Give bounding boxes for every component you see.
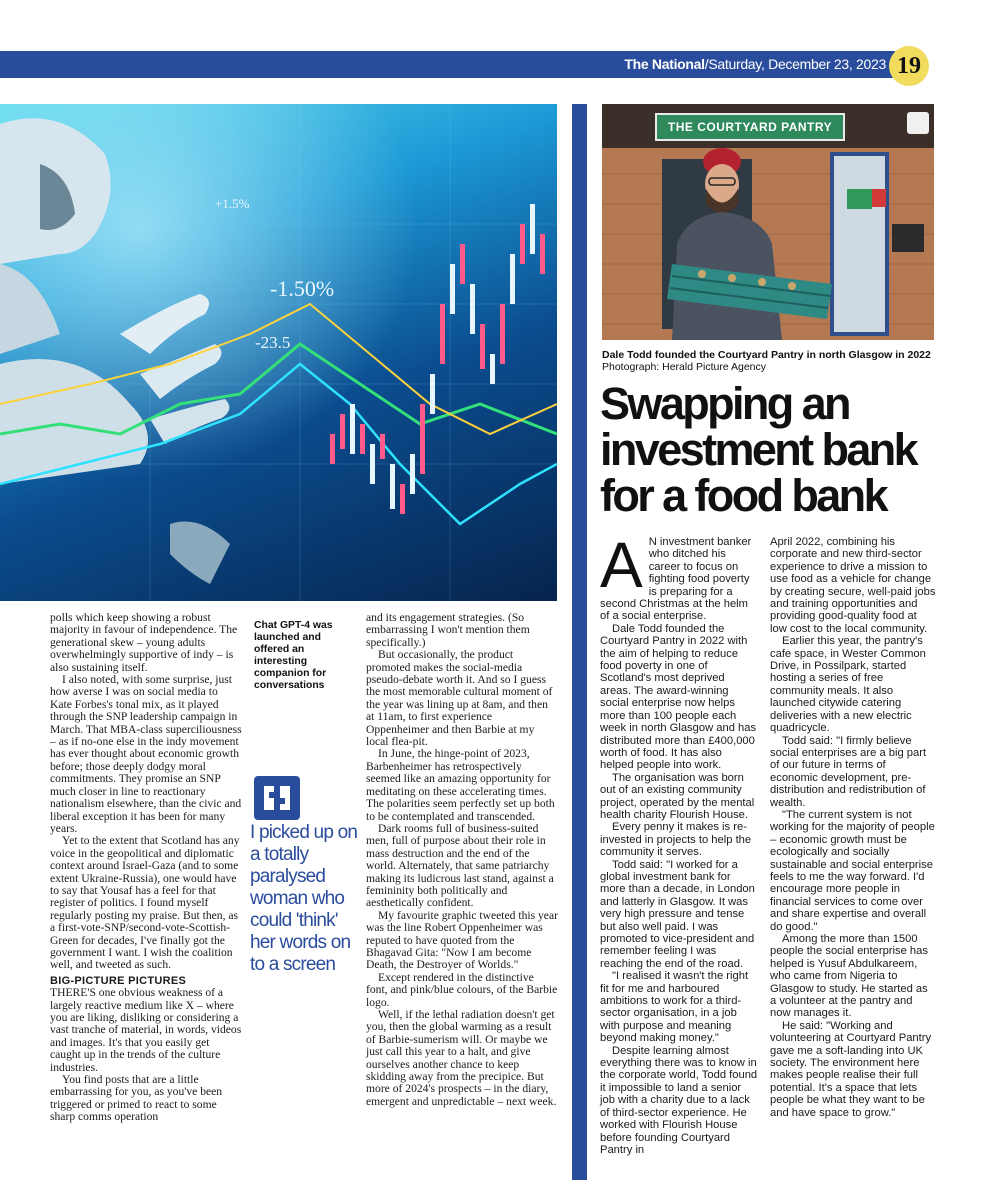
pull-quote: I picked up on a totally paralysed woman who could 'think' her words on to a screen (250, 822, 358, 975)
drop-cap: A (600, 529, 643, 601)
masthead-brand: The National (624, 56, 705, 72)
chart-label-3: -23.5 (255, 333, 291, 352)
paragraph: "I realised it wasn't the right fit for me and harboured ambitions to work for a third-sector organisation, in a job with purpose and meaning beyond making money." (600, 970, 749, 1045)
left-column-1 (50, 612, 242, 1124)
paragraph: You find posts that are a little embarrassing for you, as you've been triggered or primed to react to some sharp comms operation (50, 1073, 223, 1124)
paragraph: Dark rooms full of business-suited men, full of purpose about their role in mass destruction and the end of the world. Alternately, that same patriarchy making its ludicrous last stand, against a femininity both politically and aesthetically confident. (366, 821, 554, 910)
photo-caption (602, 349, 938, 373)
headline: Swapping an investment bank for a food bank (600, 378, 917, 521)
paragraph: The organisation was born out of an existing community project, operated by the mental health charity Flourish House. (600, 771, 755, 821)
paragraph: Despite learning almost everything there was to know in the corporate world, Todd found it impossible to land a senior job with a charity due to a lack of third-sector experience. He worked with Flourish House before founding Courtyard Pantry in (600, 1044, 758, 1156)
quote-icon (254, 776, 300, 820)
paragraph: April 2022, combining his corporate and new third-sector experience to drive a mission to use food as a vehicle for change by creating secure, well-paid jobs and training opportunities and providing good-quality food at low cost to the local community. (770, 536, 936, 635)
right-column-1 (600, 529, 758, 1156)
masthead-line (624, 56, 886, 72)
masthead-date: Saturday, December 23, 2023 (708, 56, 886, 72)
right-column-2 (770, 536, 936, 1119)
chart-label-2: -1.50% (270, 276, 335, 301)
paragraph: Yet to the extent that Scotland has any voice in the geopolitical and diplomatic context around Israel-Gaza (and to some extent Ukraine-Russia), one would have to say that Yousaf has a feel for that register of politics. I found myself regularly posting my praise. But then, as a first-vote-SNP/second-vote-Scottish-Green for decades, I've finally got the government I want. I wish the coalition well, and tweeted as such. (50, 834, 240, 972)
column-rule (572, 104, 587, 1180)
caption-text: Dale Todd founded the Courtyard Pantry in north Glasgow in 2022 (602, 349, 931, 361)
crosshead: BIG-PICTURE PICTURES (50, 974, 187, 987)
paragraph: But occasionally, the product promoted makes the social-media pseudo-debate worth it. And so I guess the most memorable cultural moment of the year was lining up at 8am, and then at 11am, to first experience Oppenheimer and then Barbie at my local flea-pit. (366, 648, 553, 749)
paragraph: Todd said: "I worked for a global investment bank for more than a decade, in London and latterly in Glasgow. It was very high pressure and tense but also well paid. I was promoted to vice-president and remember feeling I was reaching the end of the road. (600, 858, 755, 970)
paragraph: In June, the hinge-point of 2023, Barbenheimer has retrospectively seemed like an amazing opportunity for meditating on these accelerating times. The polarities seem perfectly set up both to be contemplated and transcended. (366, 747, 555, 823)
masthead-separator: / (704, 56, 709, 72)
paragraph: "The current system is not working for the majority of people – economic growth must be ecologically and socially sustainable and social enterprise feels to me the way forward. I'd encourage more people in financial services to come over and share expertise and overall do good." (770, 808, 935, 933)
pantry-photo (602, 104, 934, 340)
paragraph: He said: "Working and volunteering at Courtyard Pantry gave me a soft-landing into UK society. The environment here makes people realise their full potential. It's a space that lets people be what they want to be and have space to grow." (770, 1019, 932, 1119)
paragraph: and its engagement strategies. (So embarrassing I won't mention them specifically.) (366, 611, 530, 649)
caption-credit: Photograph: Herald Picture Agency (602, 361, 767, 373)
paragraph: Dale Todd founded the Courtyard Pantry in 2022 with the aim of helping to reduce food poverty in one of Scotland's most deprived areas. The award-winning social enterprise now helps more than 100 people each week in north Glasgow and has distributed more than £400,000 worth of food. It has also helped people into work. (600, 622, 757, 772)
paragraph: Every penny it makes is re-invested in projects to help the community it serves. (600, 821, 752, 859)
paragraph: I also noted, with some surprise, just how averse I was on social media to Kate Forbes's tonal mix, as it played through the SNP leadership campaign in March. That MBA-class superciliousness – as if no-one else in the indy movement has ever thought about economic growth before; those deeply dodgy moral commitments. They promise an SNP much closer in line to reactionary nationalism elsewhere, than the civic and liberal exception it has been for many years. (50, 673, 242, 835)
chart-label-1: +1.5% (215, 196, 250, 211)
pantry-sign: THE COURTYARD PANTRY (655, 113, 845, 141)
paragraph: Todd said: "I firmly believe social enterprises are a big part of our future in terms of economic development, pre-distribution and redistribution of wealth. (770, 734, 927, 809)
paragraph: My favourite graphic tweeted this year was the line Robert Oppenheimer was reputed to have quoted from the Bhagavad Gita: "Now I am become Death, the Destroyer of Worlds." (366, 908, 558, 972)
ai-stock-photo (0, 104, 557, 601)
paragraph: Well, if the lethal radiation doesn't get you, then the global warming as a result of Barbie-sumerism will. Or maybe we just call this year to a halt, and give ourselves another chance to keep skidding away from the precipice. But more of 2024's prospects – in the diary, emergent and unpredictable – next week. (366, 1008, 557, 1108)
paragraph: Earlier this year, the pantry's cafe space, in Wester Common Drive, in Possilpark, started hosting a series of free community meals. It also launched citywide catering deliveries with a new electric quadricycle. (770, 635, 926, 735)
left-column-3 (366, 612, 558, 1108)
paragraph: Among the more than 1500 people the social enterprise has helped is Yusuf Abdulkareem, who came from Nigeria to Glasgow to study. He started as a volunteer at the pantry and now manages it. (770, 933, 928, 1020)
paragraph: polls which keep showing a robust majority in favour of independence. The generational skew – young adults overwhelmingly supportive of indy – is also sustaining itself. (50, 611, 238, 674)
page-number: 19 (889, 46, 929, 86)
paragraph: Except rendered in the distinctive font, and pink/blue colours, of the Barbie logo. (366, 970, 558, 1009)
sidenote: Chat GPT-4 was launched and offered an interesting companion for conversations (254, 620, 333, 691)
paragraph: N investment banker who ditched his career to focus on fighting food poverty is preparing for a second Christmas at the helm of a social enterprise. (600, 536, 752, 623)
paragraph: THERE'S one obvious weakness of a largely reactive medium like X – where you are liking, disliking or considering a vast tranche of material, in words, videos and images. It's that you easily get caught up in the trends of the culture industries. (50, 986, 242, 1074)
